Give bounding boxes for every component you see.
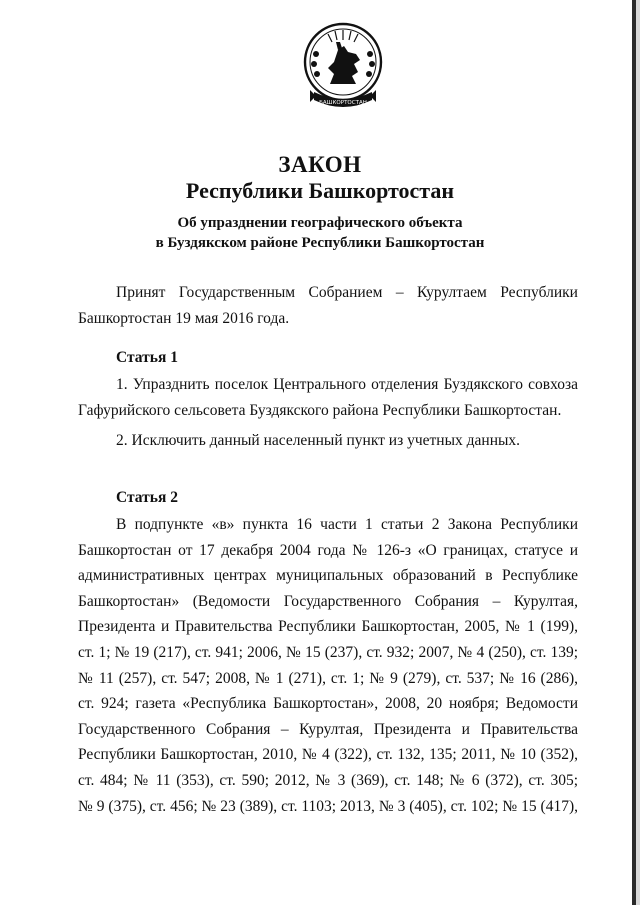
caption-line-2: в Буздякском районе Республики Башкортостан (155, 235, 485, 251)
article-2-line: ст. 1; № 19 (217), ст. 941; 2006, № 15 (237), ст. 932; 2007, № 4 (250), ст. 139; (78, 643, 578, 661)
article-1-body (78, 372, 578, 454)
adoption-word: Собранием (308, 284, 383, 301)
article-2-line: административных центрах муниципальных образований в Республике (78, 567, 578, 585)
article-2-line: № 11 (257), ст. 547; 2008, № 1 (271), ст. 1; № 9 (279), ст. 537; № 16 (286), (78, 669, 578, 687)
article-1-heading: Статья 1 (116, 349, 178, 366)
adoption-line-2: Башкортостан 19 мая 2016 года. (78, 310, 290, 327)
article-1-paragraph-1-line-1: 1. Упразднить поселок Центрального отделения Буздякского совхоза (116, 376, 578, 393)
adoption-statement (78, 280, 578, 332)
scan-edge-light (636, 0, 640, 905)
emblem-ribbon-text: БАШКОРТОСТАН (319, 100, 367, 106)
adoption-word: Государственным (178, 284, 296, 301)
article-2-line: Президента и Правительства Республики Башкортостан, 2005, № 1 (199), (78, 618, 578, 636)
article-2-line: ст. 924; газета «Республика Башкортостан», 2008, 20 ноября; Ведомости (78, 695, 578, 713)
adoption-word: Принят (116, 284, 166, 301)
article-1-paragraph-2: 2. Исключить данный населенный пункт из учетных данных. (116, 432, 521, 449)
article-2-line: Государственного Собрания – Курултая, Президента и Правительства (78, 720, 578, 738)
adoption-line-1 (78, 280, 578, 306)
caption-line-1: Об упразднении географического объекта (177, 215, 463, 231)
adoption-word: Республики (500, 284, 578, 301)
document-caption (0, 213, 640, 253)
article-2-body (78, 512, 578, 819)
article-2-line: Башкортостан» (Ведомости Государственного Собрания – Курултая, (78, 592, 578, 610)
article-2-line: Республики Башкортостан, 2010, № 4 (322), ст. 132, 135; 2011, № 10 (352), (78, 746, 578, 764)
article-2-line: № 9 (375), ст. 456; № 23 (389), ст. 1103; 2013, № 3 (405), ст. 102; № 15 (417), (78, 797, 578, 815)
article-1-paragraph-1-line-2: Гафурийского сельсовета Буздякского района Республики Башкортостан. (78, 402, 562, 419)
document-subtitle: Республики Башкортостан (185, 178, 455, 203)
article-2-line: ст. 484; № 11 (353), ст. 590; 2012, № 3 (369), ст. 148; № 6 (372), ст. 305; (78, 771, 578, 789)
document-title: ЗАКОН (278, 152, 362, 177)
adoption-word: – (395, 284, 404, 301)
article-2-line: В подпункте «в» пункта 16 части 1 статьи 2 Закона Республики (116, 516, 578, 533)
article-2-heading: Статья 2 (116, 489, 178, 506)
article-2-line: Башкортостан от 17 декабря 2004 года № 126-з «О границах, статусе и (78, 541, 578, 559)
coat-of-arms-icon (300, 20, 386, 118)
adoption-word: Курултаем (416, 284, 487, 301)
